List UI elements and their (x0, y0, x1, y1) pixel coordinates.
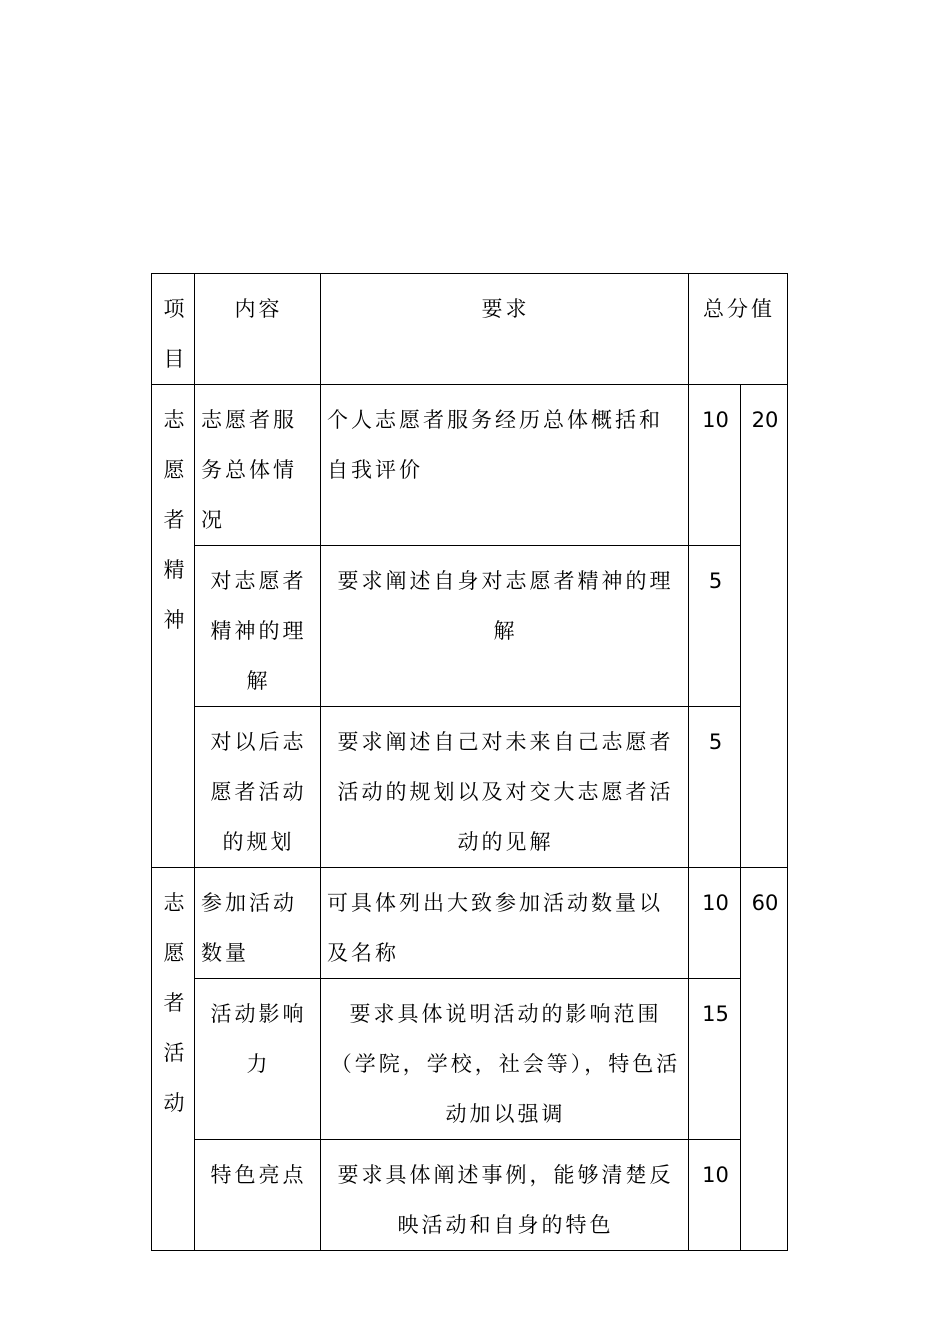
table-row (152, 1140, 788, 1251)
content-cell: 对志愿者精神的理解 (195, 546, 321, 707)
group-total-cell: 20 (741, 385, 788, 868)
requirement-cell: 要求具体阐述事例，能够清楚反映活动和自身的特色 (321, 1140, 689, 1251)
score-cell: 10 (689, 868, 741, 979)
content-cell: 特色亮点 (195, 1140, 321, 1251)
header-row (152, 274, 788, 385)
score-cell: 5 (689, 707, 741, 868)
requirement-cell: 要求阐述自己对未来自己志愿者活动的规划以及对交大志愿者活动的见解 (321, 707, 689, 868)
requirement-cell: 可具体列出大致参加活动数量以及名称 (321, 868, 689, 979)
requirement-cell: 要求具体说明活动的影响范围（学院，学校，社会等），特色活动加以强调 (321, 979, 689, 1140)
header-project: 项目 (152, 274, 195, 385)
score-cell: 10 (689, 1140, 741, 1251)
content-cell: 活动影响力 (195, 979, 321, 1140)
header-content: 内容 (195, 274, 321, 385)
requirement-cell: 要求阐述自身对志愿者精神的理解 (321, 546, 689, 707)
table-row (152, 385, 788, 546)
group-total-cell: 60 (741, 868, 788, 1251)
content-cell: 志愿者服务总体情况 (195, 385, 321, 546)
score-cell: 10 (689, 385, 741, 546)
project-cell: 志愿者活动 (152, 868, 195, 1251)
table-row (152, 979, 788, 1140)
header-requirement: 要求 (321, 274, 689, 385)
content-cell: 对以后志愿者活动的规划 (195, 707, 321, 868)
score-cell: 15 (689, 979, 741, 1140)
table-row (152, 546, 788, 707)
requirement-cell: 个人志愿者服务经历总体概括和自我评价 (321, 385, 689, 546)
table-row (152, 868, 788, 979)
scoring-table (151, 273, 788, 1251)
content-cell: 参加活动数量 (195, 868, 321, 979)
score-cell: 5 (689, 546, 741, 707)
table-row (152, 707, 788, 868)
header-total-score: 总分值 (689, 274, 788, 385)
project-cell: 志愿者精神 (152, 385, 195, 868)
